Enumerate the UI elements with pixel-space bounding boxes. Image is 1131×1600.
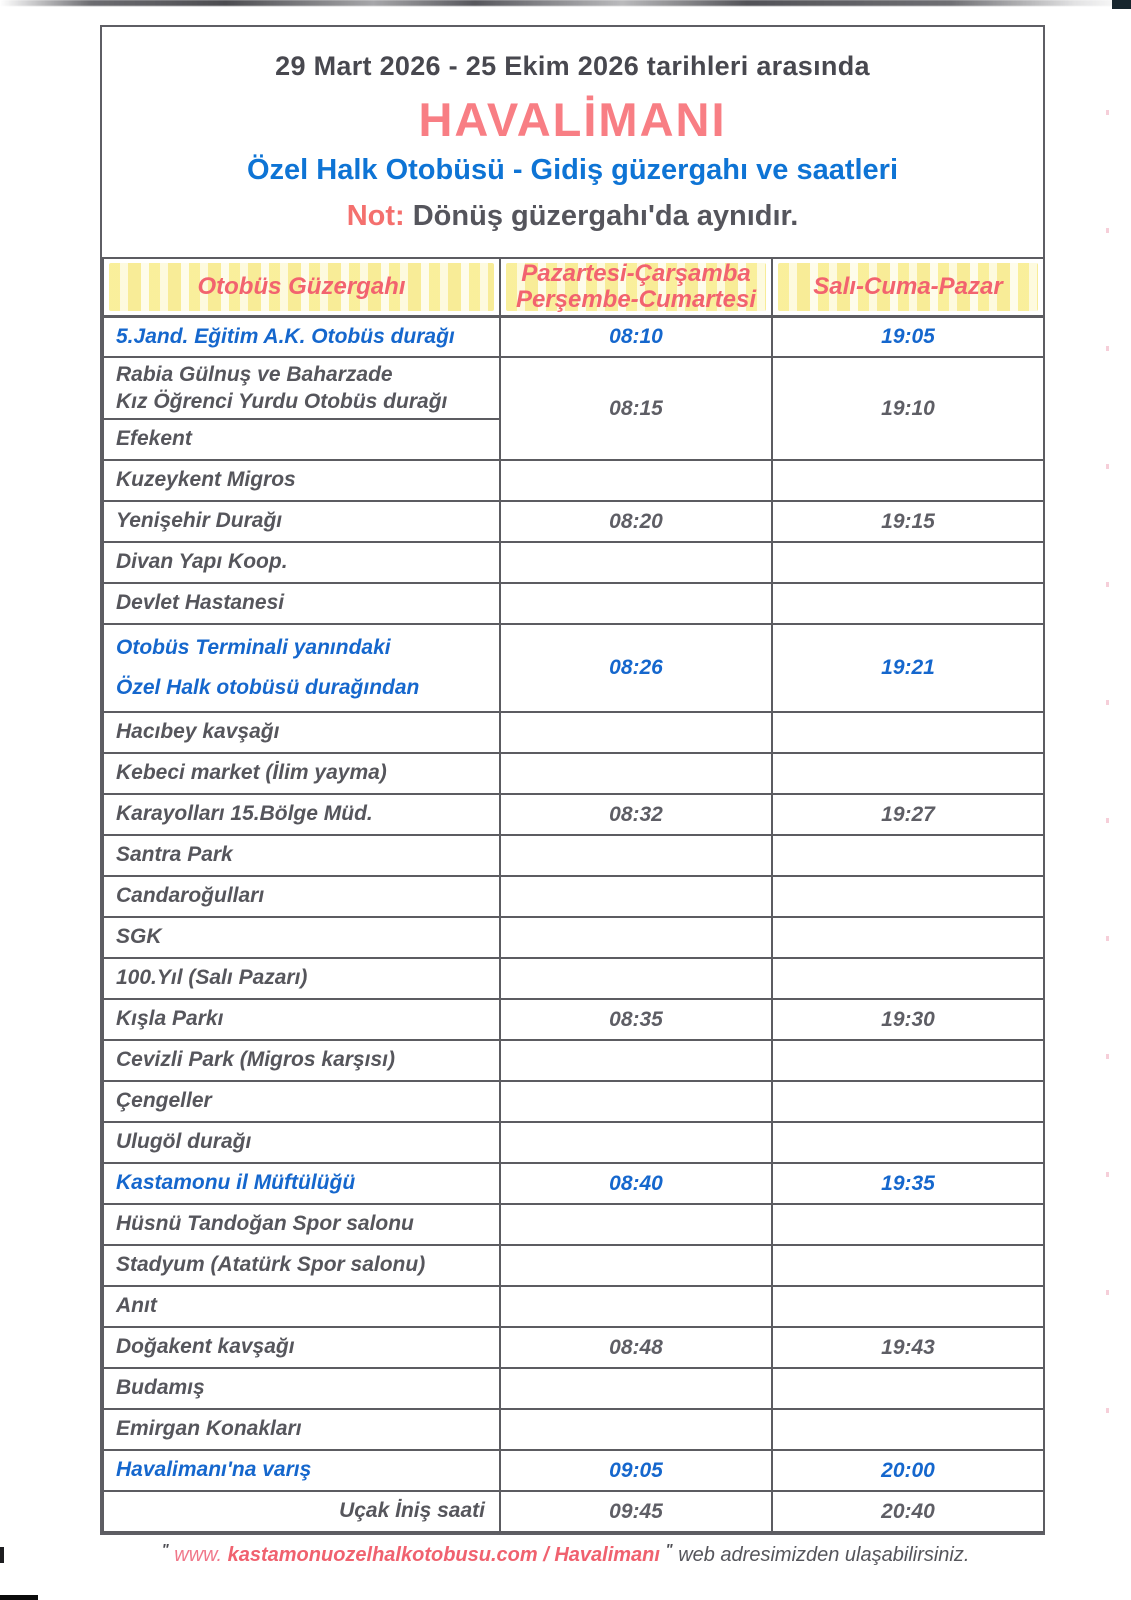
weekend-time-cell [772, 1040, 1044, 1081]
stop-name-cell [103, 1368, 500, 1409]
stop-name-cell [103, 1245, 500, 1286]
highlight-band [506, 259, 766, 313]
weekend-time-cell [772, 917, 1044, 958]
note-label: Not: [346, 200, 405, 232]
stop-name: Doğakent kavşağı [116, 1335, 295, 1359]
weekday-time-cell [500, 835, 772, 876]
weekend-time-cell: 20:00 [772, 1450, 1044, 1491]
scan-artifact-top-smudge [0, 0, 1131, 6]
weekday-time-cell [500, 1245, 772, 1286]
stop-name: Budamış [116, 1376, 205, 1400]
stop-name-cell [103, 1450, 500, 1491]
table-row [103, 1491, 1044, 1532]
stop-name-cell [103, 460, 500, 501]
stop-name: Havalimanı'na varış [116, 1458, 312, 1482]
stop-name-cell [103, 1286, 500, 1327]
stop-name: Ulugöl durağı [116, 1130, 252, 1154]
stop-name-cell [103, 357, 500, 419]
weekend-time-cell [772, 1204, 1044, 1245]
weekend-time-cell: 19:30 [772, 999, 1044, 1040]
weekend-time-cell: 19:27 [772, 794, 1044, 835]
stop-name-cell [103, 917, 500, 958]
weekday-time-cell [500, 1081, 772, 1122]
weekday-time-cell [500, 1286, 772, 1327]
table-row [103, 753, 1044, 794]
stop-name-cell [103, 835, 500, 876]
weekday-time-cell [500, 876, 772, 917]
table-row [103, 1245, 1044, 1286]
scan-artifact-pink-specks [1106, 110, 1109, 1510]
highlight-band [109, 263, 494, 311]
footer-url: kastamonuozelhalkotobusu.com / Havalimanı [227, 1544, 660, 1566]
stop-name-cell [103, 316, 500, 357]
table-row [103, 542, 1044, 583]
weekend-time-cell [772, 542, 1044, 583]
column-header-route [103, 258, 500, 316]
weekend-time-cell [772, 460, 1044, 501]
date-range: 29 Mart 2026 - 25 Ekim 2026 tarihleri arasında [275, 51, 870, 81]
weekday-time-cell [500, 1368, 772, 1409]
stop-name: Kebeci market (İlim yayma) [116, 761, 387, 785]
table-row [103, 1122, 1044, 1163]
stop-name: Candaroğulları [116, 884, 265, 908]
note-line [102, 200, 1043, 233]
weekday-time-cell: 08:10 [500, 316, 772, 357]
stop-name-cell [103, 1409, 500, 1450]
weekend-time-cell [772, 1245, 1044, 1286]
stop-name: Rabia Gülnuş ve Baharzade [116, 363, 393, 386]
stop-name: Kuzeykent Migros [116, 468, 296, 492]
weekday-time-cell [500, 1122, 772, 1163]
weekday-time-cell [500, 542, 772, 583]
stop-name-cell [103, 1122, 500, 1163]
stop-name: Devlet Hastanesi [116, 591, 285, 615]
scan-artifact-bottom-left-mark [0, 1595, 38, 1600]
stop-name-cell [103, 1163, 500, 1204]
stop-name-cell [103, 794, 500, 835]
column-header-weekdays-line1: Pazartesi-Çarşamba [521, 259, 751, 287]
highlight-band [778, 263, 1038, 311]
weekend-time-cell: 19:05 [772, 316, 1044, 357]
scan-artifact-top-right-mark [1112, 0, 1131, 9]
table-row [103, 357, 1044, 419]
weekday-time-cell: 09:45 [500, 1491, 772, 1532]
stop-name-cell [103, 1204, 500, 1245]
weekend-time-cell [772, 958, 1044, 999]
quote-mark-open: " [161, 1541, 169, 1558]
stop-name: Emirgan Konakları [116, 1417, 302, 1441]
weekend-time-cell [772, 1081, 1044, 1122]
stop-name: Efekent [116, 427, 192, 451]
weekend-time-cell [772, 753, 1044, 794]
table-row [103, 583, 1044, 624]
weekend-time-cell: 19:43 [772, 1327, 1044, 1368]
table-row [103, 1450, 1044, 1491]
weekday-time-cell [500, 753, 772, 794]
weekend-time-cell [772, 835, 1044, 876]
table-row [103, 999, 1044, 1040]
table-row [103, 1040, 1044, 1081]
weekday-time-cell: 08:48 [500, 1327, 772, 1368]
stop-name-cell [103, 712, 500, 753]
weekday-time-cell [500, 1204, 772, 1245]
weekend-time-cell [772, 712, 1044, 753]
document-frame [100, 25, 1045, 1535]
table-row [103, 1204, 1044, 1245]
subtitle: Özel Halk Otobüsü - Gidiş güzergahı ve saatleri [246, 154, 899, 186]
stop-name-cell [103, 753, 500, 794]
table-row [103, 501, 1044, 542]
weekend-time-cell: 19:35 [772, 1163, 1044, 1204]
weekday-time-cell [500, 712, 772, 753]
stop-name-cell [103, 876, 500, 917]
weekend-time-cell: 19:15 [772, 501, 1044, 542]
quote-mark-close: " [665, 1541, 673, 1558]
table-row [103, 1327, 1044, 1368]
footer-text: web adresimizden ulaşabilirsiniz. [678, 1544, 970, 1566]
weekend-time-cell: 19:10 [772, 357, 1044, 460]
table-row [103, 460, 1044, 501]
column-header-weekend [772, 258, 1044, 316]
stop-name: Kastamonu il Müftülüğü [116, 1171, 356, 1195]
stop-name: Santra Park [116, 843, 233, 867]
weekday-time-cell: 08:35 [500, 999, 772, 1040]
table-row [103, 917, 1044, 958]
weekend-time-cell [772, 1409, 1044, 1450]
stop-name: Uçak İniş saati [339, 1499, 485, 1523]
note-text: Dönüş güzergahı'da aynıdır. [412, 200, 799, 232]
weekend-time-cell [772, 583, 1044, 624]
stop-name: 5.Jand. Eğitim A.K. Otobüs durağı [116, 324, 455, 348]
weekday-time-cell [500, 583, 772, 624]
weekday-time-cell: 08:32 [500, 794, 772, 835]
stop-name-cell [103, 501, 500, 542]
table-row [103, 876, 1044, 917]
weekend-time-cell [772, 876, 1044, 917]
weekday-time-cell: 08:26 [500, 624, 772, 712]
schedule-table [102, 257, 1045, 1533]
stop-name: Kışla Parkı [116, 1007, 224, 1031]
table-row [103, 624, 1044, 712]
table-row [103, 835, 1044, 876]
weekday-time-cell [500, 958, 772, 999]
stop-name: Yenişehir Durağı [116, 509, 283, 533]
page-title: HAVALİMANI [418, 93, 727, 146]
stop-name: Stadyum (Atatürk Spor salonu) [116, 1253, 426, 1277]
stop-name: Anıt [116, 1294, 157, 1318]
weekend-time-cell [772, 1286, 1044, 1327]
weekday-time-cell: 08:40 [500, 1163, 772, 1204]
table-row [103, 958, 1044, 999]
weekday-time-cell: 08:20 [500, 501, 772, 542]
stop-name-cell [103, 1040, 500, 1081]
stop-name: Divan Yapı Koop. [116, 550, 288, 574]
column-header-weekdays-line2: Perşembe-Cumartesi [515, 285, 757, 313]
stop-name: Otobüs Terminali yanındaki [116, 636, 391, 659]
stop-name-cell [103, 958, 500, 999]
stop-name-cell [103, 419, 500, 460]
stop-name-cell [103, 583, 500, 624]
stop-name: Kız Öğrenci Yurdu Otobüs durağı [116, 390, 448, 413]
stop-name: Karayolları 15.Bölge Müd. [116, 802, 373, 826]
weekday-time-cell [500, 1409, 772, 1450]
column-header-weekdays [500, 258, 772, 316]
column-header-route-label: Otobüs Güzergahı [197, 272, 406, 300]
weekend-time-cell [772, 1368, 1044, 1409]
stop-name-cell [103, 999, 500, 1040]
stop-name: 100.Yıl (Salı Pazarı) [116, 966, 308, 990]
stop-name-cell [103, 624, 500, 712]
table-row [103, 1409, 1044, 1450]
stop-name: Hüsnü Tandoğan Spor salonu [116, 1212, 414, 1236]
weekend-time-cell: 19:21 [772, 624, 1044, 712]
stop-name: Özel Halk otobüsü durağından [116, 676, 420, 699]
table-row [103, 1081, 1044, 1122]
stop-name: Cevizli Park (Migros karşısı) [116, 1048, 395, 1072]
document-header [102, 27, 1043, 257]
weekend-time-cell [772, 1122, 1044, 1163]
stop-name: SGK [116, 925, 162, 949]
weekday-time-cell [500, 460, 772, 501]
stop-name: Çengeller [116, 1089, 212, 1113]
table-row [103, 712, 1044, 753]
stop-name-cell [103, 1081, 500, 1122]
weekday-time-cell [500, 917, 772, 958]
table-row [103, 1368, 1044, 1409]
weekday-time-cell: 08:15 [500, 357, 772, 460]
weekend-time-cell: 20:40 [772, 1491, 1044, 1532]
column-header-weekend-label: Salı-Cuma-Pazar [813, 272, 1003, 300]
table-row [103, 1163, 1044, 1204]
stop-name-cell [103, 1491, 500, 1532]
weekday-time-cell [500, 1040, 772, 1081]
table-header-row [103, 258, 1044, 316]
table-row [103, 1286, 1044, 1327]
stop-name: Hacıbey kavşağı [116, 720, 280, 744]
stop-name-cell [103, 1327, 500, 1368]
footer-note [0, 1541, 1131, 1567]
table-row [103, 316, 1044, 357]
footer-url-www: www. [174, 1544, 223, 1566]
table-row [103, 794, 1044, 835]
weekday-time-cell: 09:05 [500, 1450, 772, 1491]
stop-name-cell [103, 542, 500, 583]
